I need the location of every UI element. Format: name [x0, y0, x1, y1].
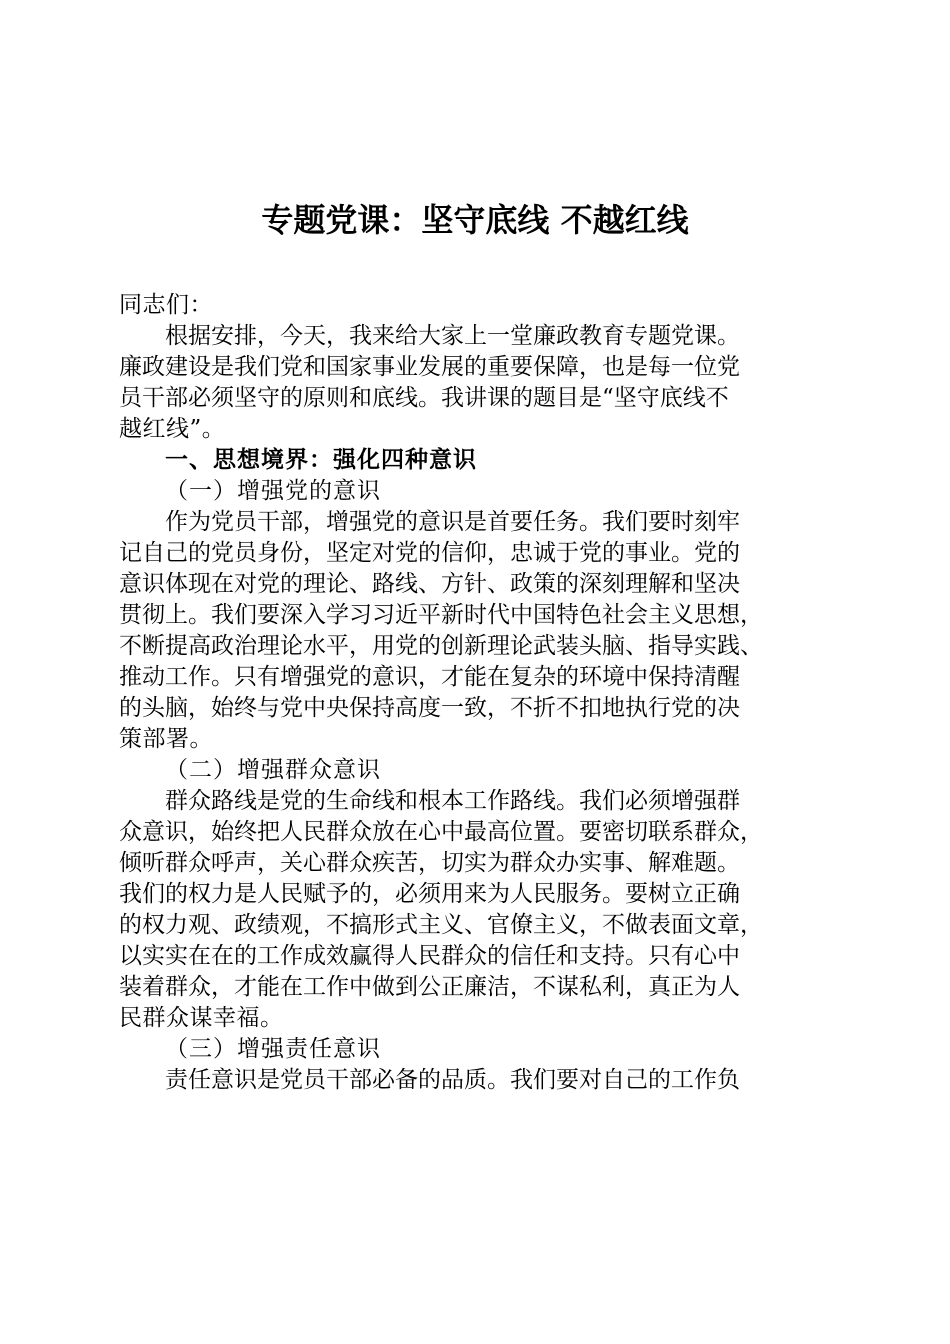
text-line: 我们的权力是人民赋予的，必须用来为人民服务。要树立正确	[119, 881, 740, 907]
text-line: 不断提高政治理论水平，用党的创新理论武装头脑、指导实践、	[119, 633, 763, 659]
text-line: 倾听群众呼声，关心群众疾苦，切实为群众办实事、解难题。	[119, 850, 740, 876]
text-line: 越红线”。	[119, 416, 226, 442]
text-line: 策部署。	[119, 726, 213, 752]
text-line: 贯彻上。我们要深入学习习近平新时代中国特色社会主义思想，	[119, 602, 763, 628]
text-line: 群众路线是党的生命线和根本工作路线。我们必须增强群	[119, 788, 740, 814]
text-line: 同志们：	[119, 292, 213, 318]
subsection-heading: （三）增强责任意识	[165, 1036, 381, 1062]
text-line: 众意识，始终把人民群众放在心中最高位置。要密切联系群众，	[119, 819, 763, 845]
section-heading: 一、思想境界：强化四种意识	[165, 447, 477, 473]
text-line: 根据安排，今天，我来给大家上一堂廉政教育专题党课。	[119, 323, 740, 349]
subsection-heading: （一）增强党的意识	[165, 478, 381, 504]
text-line: 廉政建设是我们党和国家事业发展的重要保障，也是每一位党	[119, 354, 740, 380]
text-line: 装着群众，才能在工作中做到公正廉洁，不谋私利，真正为人	[119, 974, 740, 1000]
text-line: 作为党员干部，增强党的意识是首要任务。我们要时刻牢	[119, 509, 740, 535]
document-body	[119, 290, 829, 1096]
text-line: 员干部必须坚守的原则和底线。我讲课的题目是“坚守底线不	[119, 385, 729, 411]
text-line: 推动工作。只有增强党的意识，才能在复杂的环境中保持清醒	[119, 664, 740, 690]
text-line: 以实实在在的工作成效赢得人民群众的信任和支持。只有心中	[119, 943, 740, 969]
text-line: 记自己的党员身份，坚定对党的信仰，忠诚于党的事业。党的	[119, 540, 740, 566]
document-title: 专题党课：坚守底线 不越红线	[261, 201, 689, 239]
text-line: 的权力观、政绩观，不搞形式主义、官僚主义，不做表面文章，	[119, 912, 763, 938]
subsection-heading: （二）增强群众意识	[165, 757, 381, 783]
text-line: 意识体现在对党的理论、路线、方针、政策的深刻理解和坚决	[119, 571, 740, 597]
text-line: 民群众谋幸福。	[119, 1005, 284, 1031]
text-line: 责任意识是党员干部必备的品质。我们要对自己的工作负	[119, 1067, 740, 1093]
text-line: 的头脑，始终与党中央保持高度一致，不折不扣地执行党的决	[119, 695, 740, 721]
